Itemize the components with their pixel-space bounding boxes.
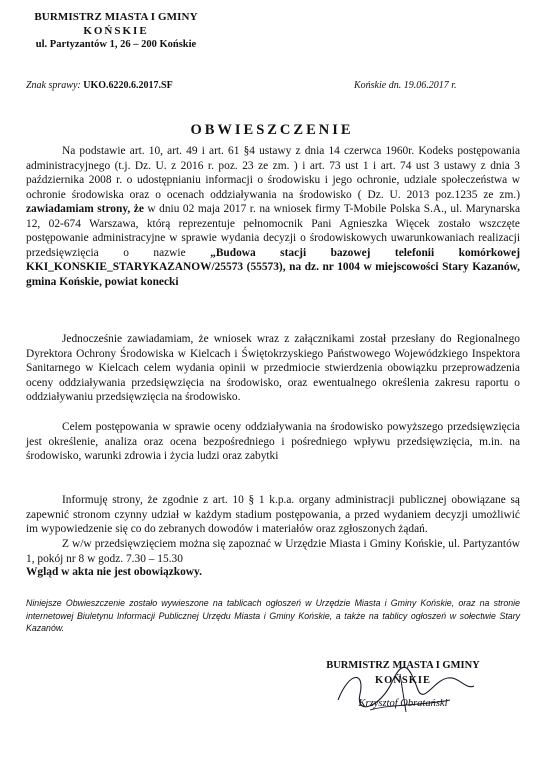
paragraph-legal-basis [26,144,520,289]
signature-office: BURMISTRZ MIASTA I GMINY [326,660,480,671]
signer-name: Krzysztof Obratański [358,698,448,709]
paragraph-legal-basis-text: Na podstawie art. 10, art. 49 i art. 61 §4 ustawy z dnia 14 czerwca 1960r. Kodeks postępowania administracyjnego (t.j. Dz. U. z 2016 r. poz. 23 ze zm. ) i art. 73 ust 1 i art. 74 ust 3 ustawy z dnia 3 października 2008 r. o udostępnianiu informacji o środowisku i jego ochronie, udziale społeczeństwa w ochronie środowiska oraz o ocenach oddziaływania na środowisko ( Dz. U. 2013 poz.1235 ze zm.) [26,145,520,201]
letterhead [26,10,206,52]
inspection-note: Wgląd w akta nie jest obowiązkowy. [26,566,202,578]
paragraph-purpose-text: Celem postępowania w sprawie oceny oddziaływania na środowisko powyższego przedsięwzięcia jest określenie, analiza oraz ocena bezpośredniego i pośredniego wpływu przedsięwzięcia, m.in. na środowisko, warunki zdrowia i życia ludzi oraz zabytki [26,421,520,463]
paragraph-party-rights-text: Informuję strony, że zgodnie z art. 10 § 1 k.p.a. organy administracji publicznej obowiązane są zapewnić stronom czynny udział w każdym stadium postępowania, a przed wydaniem decyzji umożliwić im wypowiedzenie się co do zebranych dowodów i materiałów oraz zgłoszonych żądań. [26,494,520,536]
project-name: „Budowa stacji bazowej telefonii komórkowej KKI_KONSKIE_STARYKAZANOW/25573 (55573), na dz. nr 1004 w miejscowości Stary Kazanów, gmina Końskie, powiat konecki [26,246,520,288]
paragraph-party-rights [26,493,520,537]
case-reference [26,80,173,91]
paragraph-opinion-request-text: Jednocześnie zawiadamiam, że wniosek wraz z załącznikami został przesłany do Regionalnego Dyrektora Ochrony Środowiska w Kielcach i Świętokrzyskiego Państwowego Wojewódzkiego Inspektora Sanitarnego w Kielcach celem wydania opinii w przedmiocie stwierdzenia obowiązku przeprowadzenia oceny oddziaływania przedsięwzięcia na środowisko, oraz ewentualnego określenia zakresu raportu o oddziaływaniu przedsięwzięcia na środowisko. [26,333,520,404]
case-reference-label: Znak sprawy: [26,80,81,91]
signature-town: KOŃSKIE [374,675,431,686]
paragraph-inspection-place-text: Z w/w przedsięwzięciem można się zapoznać w Urzędzie Miasta i Gminy Końskie, ul. Partyzantów 1, pokój nr 8 w godz. 7.30 – 15.30 [26,538,520,565]
notification-phrase: zawiadamiam strony, że [26,203,144,216]
letterhead-town: KOŃSKIE [83,25,149,37]
document-title: OBWIESZCZENIE [190,122,354,138]
posting-notice: Niniejsze Obwieszczenie zostało wywieszone na tablicach ogłoszeń w Urzędzie Miasta i Gminy Końskie, oraz na stronie internetowej Biuletynu Informacji Publicznej Urzędu Miasta i Gminy Końskie, a także na tablicy ogłoszeń w sołectwie Stary Kazanów. [26,598,520,633]
document-date: Końskie dn. 19.06.2017 r. [354,80,457,91]
paragraph-inspection-place [26,537,520,566]
letterhead-office: BURMISTRZ MIASTA I GMINY [34,11,198,23]
paragraph-application-text: w dniu 02 maja 2017 r. na wniosek firmy T-Mobile Polska S.A., ul. Marynarska 12, 02-674 Warszawa, którą reprezentuje pełnomocnik Pani Agnieszka Więcek zostało wszczęte postępowanie administracyjne w sprawie wydania decyzji o środowiskowych uwarunkowaniach realizacji przedsięwzięcia o nazwie [26,203,521,259]
case-reference-number: UKO.6220.6.2017.SF [83,80,173,91]
handwritten-signature [330,660,480,720]
letterhead-address: ul. Partyzantów 1, 26 – 200 Końskie [35,39,197,50]
paragraph-purpose [26,420,520,464]
paragraph-opinion-request [26,332,520,405]
